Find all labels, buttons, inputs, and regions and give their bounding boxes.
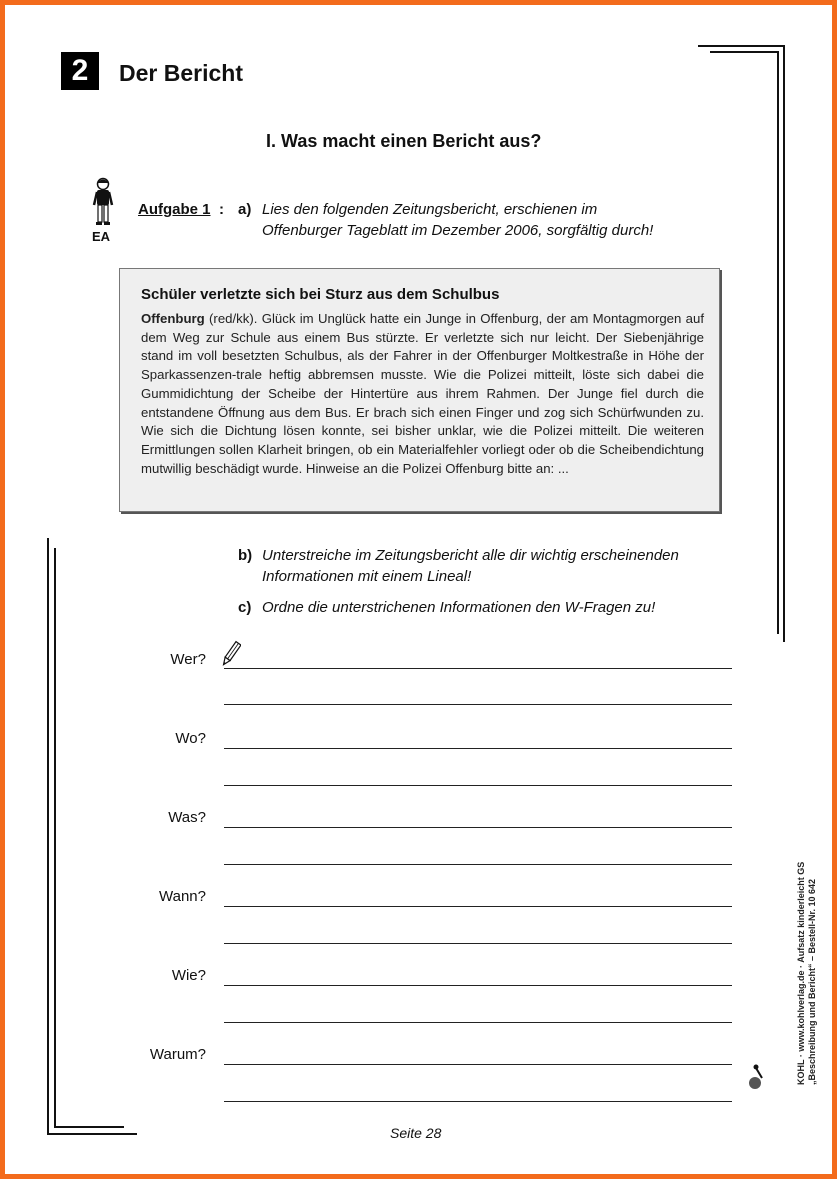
step-b-line: Unterstreiche im Zeitungsbericht alle dir wichtig erscheinenden xyxy=(262,547,679,564)
section-title: I. Was macht einen Bericht aus? xyxy=(266,131,542,151)
question-was: Was? xyxy=(168,809,206,826)
pencil-icon xyxy=(221,640,241,668)
answer-line[interactable] xyxy=(224,1101,732,1102)
student-figure-icon xyxy=(91,177,115,227)
article-place: Offenburg xyxy=(141,311,205,326)
question-wo: Wo? xyxy=(175,730,206,747)
answer-line[interactable] xyxy=(224,985,732,986)
publisher-logo-icon xyxy=(746,1064,766,1090)
answer-line[interactable] xyxy=(224,748,732,749)
step-b-text xyxy=(262,545,679,587)
answer-line[interactable] xyxy=(224,704,732,705)
bottom-left-rule-v2 xyxy=(54,548,56,1128)
page-number: Seite 28 xyxy=(390,1125,442,1141)
chapter-number: 2 xyxy=(61,52,99,90)
bottom-left-rule-h1 xyxy=(47,1133,137,1135)
answer-line[interactable] xyxy=(224,785,732,786)
top-right-rule-h1 xyxy=(698,45,785,47)
newspaper-article xyxy=(119,268,720,512)
article-headline: Schüler verletzte sich bei Sturz aus dem Schulbus xyxy=(141,286,500,303)
chapter-title: Der Bericht xyxy=(119,60,243,86)
question-wann: Wann? xyxy=(159,888,206,905)
question-wer: Wer? xyxy=(170,651,206,668)
answer-line[interactable] xyxy=(224,943,732,944)
question-wie: Wie? xyxy=(171,967,206,984)
step-c-line: Ordne die unterstrichenen Informationen den W-Fragen zu! xyxy=(262,599,656,616)
task-label: Aufgabe 1 xyxy=(138,201,211,218)
article-body xyxy=(141,310,704,478)
top-right-rule-v2 xyxy=(777,51,779,634)
step-a-text xyxy=(262,199,653,241)
step-a-line: Offenburger Tageblatt im Dezember 2006, sorgfältig durch! xyxy=(262,222,654,239)
step-c-letter: c) xyxy=(238,599,252,616)
step-a-line: Lies den folgenden Zeitungsbericht, erschienen im xyxy=(262,201,598,218)
question-warum: Warum? xyxy=(149,1046,206,1063)
top-right-rule-v1 xyxy=(783,45,785,642)
publisher-website: www.kohlverlag.de xyxy=(796,970,806,1052)
side-info xyxy=(796,862,818,1085)
step-a-letter: a) xyxy=(238,201,252,218)
task-colon: : xyxy=(219,201,224,218)
answer-line[interactable] xyxy=(224,668,732,669)
answer-line[interactable] xyxy=(224,827,732,828)
answer-line[interactable] xyxy=(224,864,732,865)
side-info-order: „Beschreibung und Bericht“ – Bestell-Nr. 10 642 xyxy=(807,878,817,1085)
book-title: Aufsatz kinderleicht GS xyxy=(796,861,806,963)
answer-line[interactable] xyxy=(224,1064,732,1065)
side-info-publisher: KOHL · www.kohlverlag.de · Aufsatz kinderleicht GS xyxy=(796,861,806,1085)
bottom-left-rule-v1 xyxy=(47,538,49,1135)
step-c-text xyxy=(262,597,655,618)
answer-line[interactable] xyxy=(224,906,732,907)
answer-line[interactable] xyxy=(224,1022,732,1023)
bottom-left-rule-h2 xyxy=(54,1126,124,1128)
work-mode-label: EA xyxy=(92,229,111,244)
publisher-name: KOHL xyxy=(796,1059,806,1085)
article-text: (red/kk). Glück im Unglück hatte ein Junge in Offenburg, der am Montagmorgen auf dem Weg zur Schule aus einem Bus stürzte. Er verletzte sich nur leicht. Der Siebenjährige stand im voll besetzten Schulbus, als der Fahrer in der Offenburger Moltkestraße in Höhe der Sparkassenzen-trale heftig abbremsen musste. Wie die Polizei mitteilt, löste sich dabei die Gummidichtung der Scheibe der Hintertüre aus ihrem Rahmen. Der Junge fiel durch die entstandene Öffnung aus dem Bus. Er brach sich einen Finger und zog sich Schürfwunden zu. Wie sich die Dichtung lösen konnte, sei bisher unklar, wie die Polizei mitteilt. Die weiteren Ermittlungen sollen Klarheit bringen, ob ein Materialfehler vorliegt oder ob die Scheibendichtung mutwillig beschädigt wurde. Hinweise an die Polizei Offenburg bitte an: ... xyxy=(141,311,704,476)
top-right-rule-h2 xyxy=(710,51,778,53)
step-b-letter: b) xyxy=(238,547,253,564)
step-b-line: Informationen mit einem Lineal! xyxy=(262,568,472,585)
